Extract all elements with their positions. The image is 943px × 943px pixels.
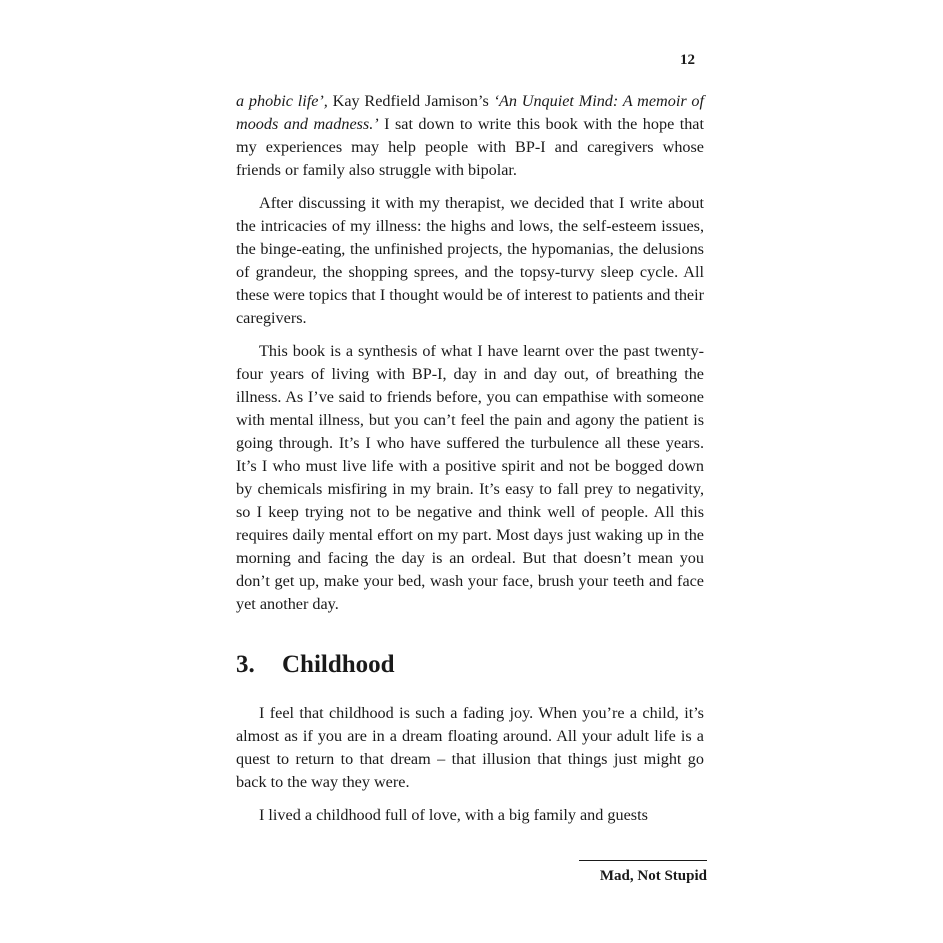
chapter-title: Childhood [282, 651, 395, 678]
book-title-unquiet-mind: ‘An Unquiet Mind: A memoir of moods and madness.’ [236, 92, 705, 133]
paragraph-1-text-b: I sat down to write this book with the hope that my experiences may help people with BP-I and caregivers whose friends or family also struggle with bipolar. [236, 115, 704, 179]
paragraph-1 [236, 90, 704, 182]
page-number: 12 [680, 52, 695, 68]
chapter-number: 3. [236, 651, 255, 678]
book-title-phobic-life: a phobic life’, [236, 92, 328, 110]
paragraph-4: I feel that childhood is such a fading joy. When you’re a child, it’s almost as if you are in a dream floating around. All your adult life is a quest to return to that dream – that illusion that things just might go back to the way they were. [236, 704, 704, 791]
paragraph-5: I lived a childhood full of love, with a big family and guests [259, 806, 648, 824]
paragraph-3: This book is a synthesis of what I have learnt over the past twenty-four years of living with BP-I, day in and day out, of breathing the illness. As I’ve said to friends before, you can empathise with someone with mental illness, but you can’t feel the pain and agony the patient is going through. It’s I who have suffered the turbulence all these years. It’s I who must live life with a positive spirit and not be bogged down by chemicals misfiring in my brain. It’s easy to fall prey to negativity, so I keep trying not to be negative and think well of people. All this requires daily mental effort on my part. Most days just waking up in the morning and facing the day is an ordeal. But that doesn’t mean you don’t get up, make your bed, wash your face, brush your teeth and face yet another day. [236, 342, 704, 613]
paragraph-1-text-a: Kay Redfield Jamison’s [327, 92, 494, 110]
footer-divider [579, 860, 707, 861]
page-body [236, 90, 704, 837]
running-footer-title: Mad, Not Stupid [599, 868, 707, 884]
paragraph-2: After discussing it with my therapist, we decided that I write about the intricacies of my illness: the highs and lows, the self-esteem issues, the binge-eating, the unfinished projects, the hypomanias, the delusions of grandeur, the shopping sprees, and the topsy-turvy sleep cycle. All these were topics that I thought would be of interest to patients and their caregivers. [236, 194, 704, 327]
chapter-heading [236, 650, 704, 680]
